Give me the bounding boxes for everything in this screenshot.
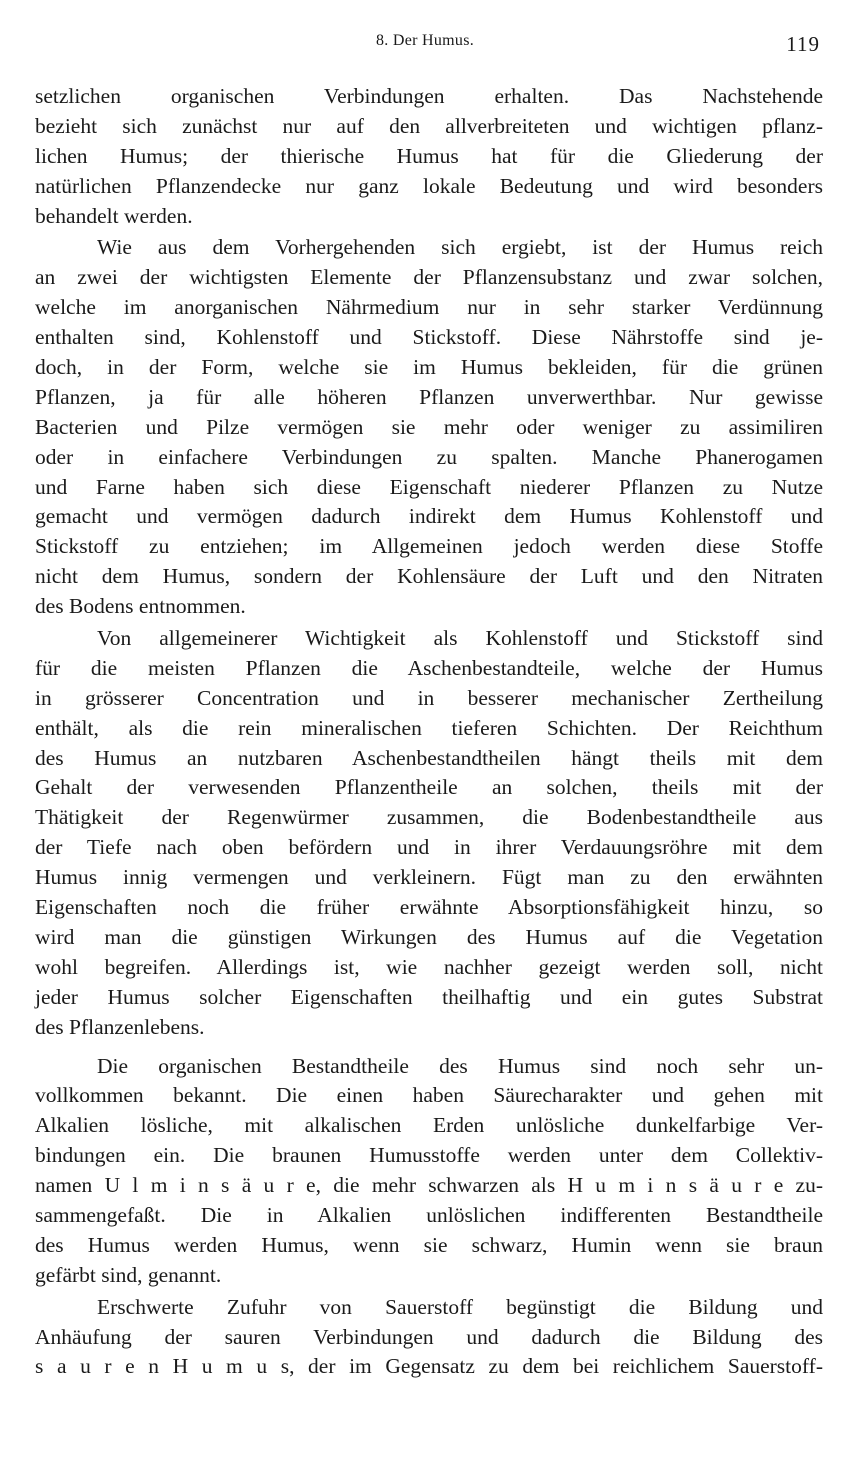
text-line: Bacterien und Pilze vermögen sie mehr oder weniger zu assimiliren — [35, 414, 823, 439]
paragraph — [35, 624, 823, 1042]
text-line: Anhäufung der sauren Verbindungen und dadurch die Bildung des — [35, 1324, 823, 1349]
text-line: Die organischen Bestandtheile des Humus sind noch sehr un- — [97, 1053, 823, 1078]
text-line: Alkalien lösliche, mit alkalischen Erden unlösliche dunkelfarbige Ver- — [35, 1113, 823, 1138]
text-line: wohl begreifen. Allerdings ist, wie nachher gezeigt werden soll, nicht — [35, 954, 823, 979]
text-line: Eigenschaften noch die früher erwähnte Absorptionsfähigkeit hinzu, so — [35, 895, 823, 920]
page-header — [0, 30, 850, 56]
running-title: 8. Der Humus. — [375, 32, 475, 49]
paragraph — [35, 82, 823, 231]
text-line: bindungen ein. Die braunen Humusstoffe werden unter dem Collektiv- — [35, 1143, 823, 1168]
text-line: doch, in der Form, welche sie im Humus bekleiden, für die grünen — [35, 355, 823, 380]
text-line: des Humus werden Humus, wenn sie schwarz, Humin wenn sie braun — [35, 1232, 823, 1257]
text-line: an zwei der wichtigsten Elemente der Pflanzensubstanz und zwar solchen, — [35, 265, 823, 290]
text-line: Erschwerte Zufuhr von Sauerstoff begünstigt die Bildung und — [97, 1294, 823, 1319]
text-line: natürlichen Pflanzendecke nur ganz lokale Bedeutung und wird besonders — [35, 173, 823, 198]
text-line: jeder Humus solcher Eigenschaften theilhaftig und ein gutes Substrat — [35, 984, 823, 1009]
body-text — [35, 82, 823, 1384]
page-number: 119 — [786, 32, 820, 56]
paragraph — [35, 1052, 823, 1291]
text-line: gefärbt sind, genannt. — [35, 1262, 222, 1287]
text-line: Pflanzen, ja für alle höheren Pflanzen unverwerthbar. Nur gewisse — [35, 384, 823, 409]
text-line: behandelt werden. — [35, 203, 193, 228]
text-line: Gehalt der verwesenden Pflanzentheile an solchen, theils mit der — [35, 775, 823, 800]
text-line: enthalten sind, Kohlenstoff und Stickstoff. Diese Nährstoffe sind je- — [35, 325, 823, 350]
text-line: oder in einfachere Verbindungen zu spalten. Manche Phanerogamen — [35, 444, 823, 469]
text-line: der Tiefe nach oben befördern und in ihrer Verdauungsröhre mit dem — [35, 835, 823, 860]
paragraph — [35, 233, 823, 622]
text-line: wird man die günstigen Wirkungen des Humus auf die Vegetation — [35, 924, 823, 949]
text-line: enthält, als die rein mineralischen tieferen Schichten. Der Reichthum — [35, 715, 823, 740]
text-line: in grösserer Concentration und in besserer mechanischer Zertheilung — [35, 685, 823, 710]
text-line: gemacht und vermögen dadurch indirekt dem Humus Kohlenstoff und — [35, 504, 823, 529]
text-line: Stickstoff zu entziehen; im Allgemeinen jedoch werden diese Stoffe — [35, 534, 823, 559]
text-line: namen U l m i n s ä u r e, die mehr schwarzen als H u m i n s ä u r e zu- — [35, 1173, 823, 1198]
text-line: Thätigkeit der Regenwürmer zusammen, die Bodenbestandtheile aus — [35, 805, 823, 830]
paragraph — [35, 1293, 823, 1383]
text-line: für die meisten Pflanzen die Aschenbestandteile, welche der Humus — [35, 655, 823, 680]
text-line: lichen Humus; der thierische Humus hat für die Gliederung der — [35, 143, 823, 168]
text-line: setzlichen organischen Verbindungen erhalten. Das Nachstehende — [35, 84, 823, 108]
text-line: des Bodens entnommen. — [35, 594, 246, 619]
text-line: Humus innig vermengen und verkleinern. Fügt man zu den erwähnten — [35, 865, 823, 890]
text-line: vollkommen bekannt. Die einen haben Säurecharakter und gehen mit — [35, 1083, 823, 1108]
text-line: welche im anorganischen Nährmedium nur in sehr starker Verdünnung — [35, 295, 823, 320]
text-line: des Humus an nutzbaren Aschenbestandtheilen hängt theils mit dem — [35, 745, 823, 770]
text-line: und Farne haben sich diese Eigenschaft niederer Pflanzen zu Nutze — [35, 474, 823, 499]
text-line: s a u r e n H u m u s, der im Gegensatz zu dem bei reichlichem Sauerstoff- — [35, 1354, 823, 1379]
text-line: Von allgemeinerer Wichtigkeit als Kohlenstoff und Stickstoff sind — [97, 626, 823, 651]
text-line: des Pflanzenlebens. — [35, 1014, 205, 1039]
text-line: Wie aus dem Vorhergehenden sich ergiebt, ist der Humus reich — [97, 235, 823, 260]
text-line: nicht dem Humus, sondern der Kohlensäure der Luft und den Nitraten — [35, 564, 823, 589]
text-line: sammengefaßt. Die in Alkalien unlöslichen indifferenten Bestandtheile — [35, 1202, 823, 1227]
text-line: bezieht sich zunächst nur auf den allverbreiteten und wichtigen pflanz- — [35, 113, 823, 138]
